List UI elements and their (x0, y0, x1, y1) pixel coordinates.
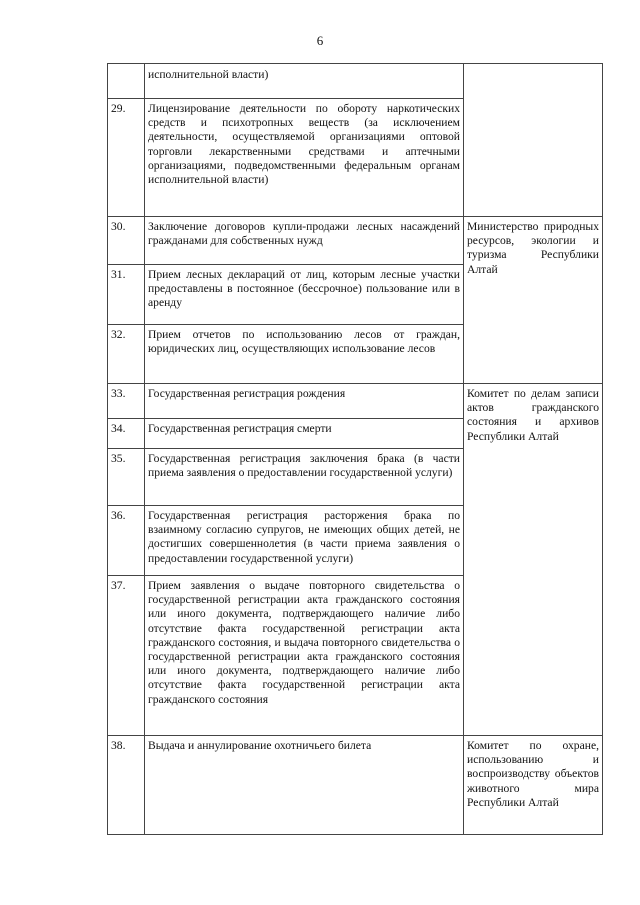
table-row (108, 736, 603, 835)
service-name: Прием лесных деклараций от лиц, которым лесные участки предоставлены в постоянное (бессрочное) пользование или в аренду (145, 265, 464, 325)
row-number: 30. (108, 217, 145, 265)
row-number: 34. (108, 419, 145, 449)
service-name: исполнительной власти) (145, 64, 464, 99)
service-name: Прием заявления о выдаче повторного свидетельства о государственной регистрации акта гражданского состояния или иного документа, подтверждающего наличие либо отсутствие факта государственной регистрации акта гражданского состояния, и выдача повторного свидетельства о государственной регистрации акта гражданского состояния или иного документа, подтверждающего наличие либо отсутствие факта государственной регистрации акта гражданского состояния (145, 576, 464, 736)
service-name: Государственная регистрация смерти (145, 419, 464, 449)
row-number: 29. (108, 99, 145, 217)
row-number: 33. (108, 384, 145, 419)
organization-wildlife: Комитет по охране, использованию и воспроизводству объектов животного мира Республики Алтай (464, 736, 603, 835)
table-row (108, 64, 603, 99)
service-name: Государственная регистрация рождения (145, 384, 464, 419)
row-number: 32. (108, 325, 145, 384)
row-number: 37. (108, 576, 145, 736)
organization-civil-registry: Комитет по делам записи актов гражданского состояния и архивов Республики Алтай (464, 384, 603, 736)
table-row (108, 384, 603, 419)
row-number: 38. (108, 736, 145, 835)
service-name: Лицензирование деятельности по обороту наркотических средств и психотропных веществ (за исключением деятельности, осуществляемой организациями оптовой торговли лекарственными средствами и аптечными организациями, подведомственными федеральным органам исполнительной власти) (145, 99, 464, 217)
table-row (108, 217, 603, 265)
service-name: Государственная регистрация расторжения брака по взаимному согласию супругов, не имеющих общих детей, не достигших совершеннолетия (в части приема заявления о предоставлении государственной услуги) (145, 506, 464, 576)
row-number: 36. (108, 506, 145, 576)
service-name: Прием отчетов по использованию лесов от граждан, юридических лиц, осуществляющих использование лесов (145, 325, 464, 384)
service-name: Заключение договоров купли-продажи лесных насаждений гражданами для собственных нужд (145, 217, 464, 265)
service-name: Государственная регистрация заключения брака (в части приема заявления о предоставлении государственной услуги) (145, 449, 464, 506)
organization-empty (464, 64, 603, 217)
service-name: Выдача и аннулирование охотничьего билета (145, 736, 464, 835)
organization-forestry: Министерство природных ресурсов, экологии и туризма Республики Алтай (464, 217, 603, 384)
services-table (107, 63, 603, 835)
row-number: 35. (108, 449, 145, 506)
page-number: 6 (316, 33, 324, 48)
row-number: 31. (108, 265, 145, 325)
row-number (108, 64, 145, 99)
